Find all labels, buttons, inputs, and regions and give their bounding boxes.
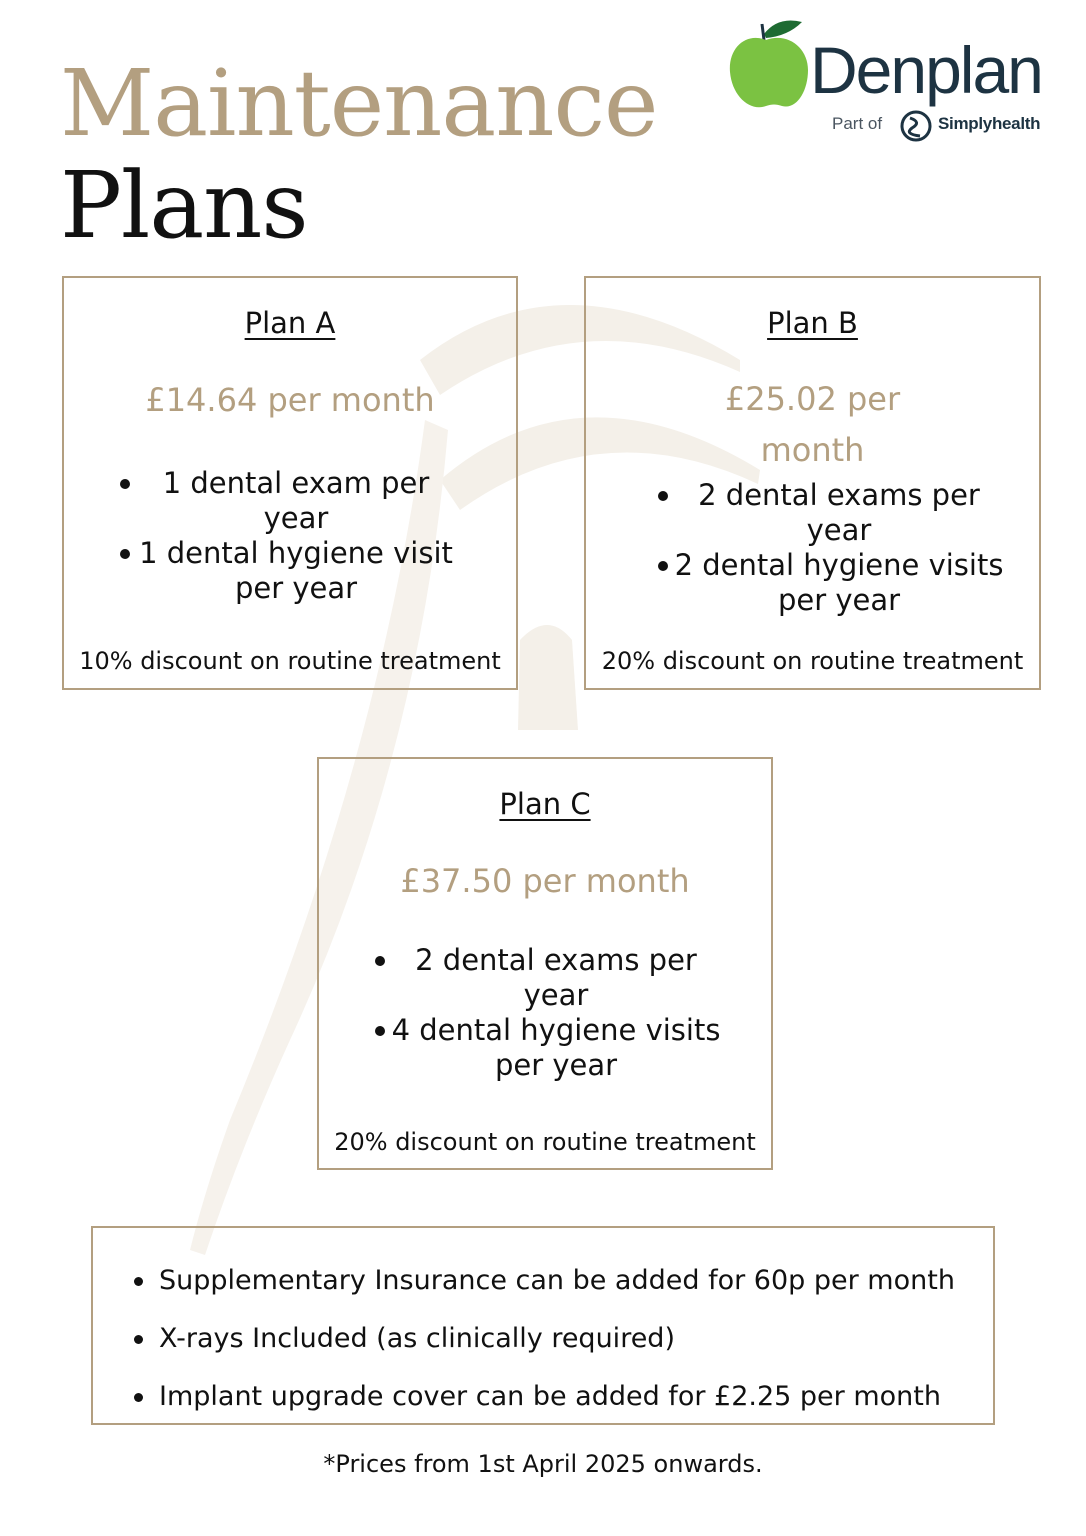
plan-a-discount: 10% discount on routine treatment xyxy=(79,647,501,675)
extras-item-xrays: X-rays Included (as clinically required) xyxy=(159,1310,955,1368)
plan-a-feature-1: 1 dental exam per year xyxy=(126,466,466,536)
extras-item-insurance: Supplementary Insurance can be added for 60p per month xyxy=(159,1252,955,1310)
denplan-logo xyxy=(726,14,1066,154)
plan-c-features xyxy=(381,943,731,1083)
prices-footnote: *Prices from 1st April 2025 onwards. xyxy=(323,1450,763,1478)
page-title-line2: Plans xyxy=(60,152,308,259)
logo-wordmark: Denplan xyxy=(810,33,1042,107)
plan-b-features xyxy=(664,478,1014,618)
extras-item-implant: Implant upgrade cover can be added for £2.25 per month xyxy=(159,1368,955,1426)
plan-a-card xyxy=(62,276,518,690)
plan-c-feature-1: 2 dental exams per year xyxy=(381,943,731,1013)
plan-a-price: £14.64 per month xyxy=(145,381,435,419)
extras-box xyxy=(91,1226,995,1425)
plan-c-card xyxy=(317,757,773,1170)
plan-b-discount: 20% discount on routine treatment xyxy=(601,647,1024,675)
plan-b-feature-1: 2 dental exams per year xyxy=(664,478,1014,548)
plan-c-discount: 20% discount on routine treatment xyxy=(334,1128,756,1156)
plan-b-feature-2: 2 dental hygiene visits per year xyxy=(664,548,1014,618)
plan-b-price: £25.02 per month xyxy=(724,380,901,469)
extras-list xyxy=(159,1252,955,1426)
simplyhealth-swirl-icon xyxy=(898,110,934,142)
plan-a-feature-2: 1 dental hygiene visit per year xyxy=(126,536,466,606)
logo-parent-brand: Simplyhealth xyxy=(938,114,1041,133)
logo-part-of: Part of xyxy=(832,114,883,133)
plan-b-card xyxy=(584,276,1041,690)
plan-c-name: Plan C xyxy=(499,787,591,821)
plan-a-name: Plan A xyxy=(244,306,336,340)
page-title-line1: Maintenance xyxy=(60,50,658,157)
plan-a-features xyxy=(126,466,466,606)
plan-b-name: Plan B xyxy=(767,306,858,340)
plan-c-feature-2: 4 dental hygiene visits per year xyxy=(381,1013,731,1083)
apple-icon xyxy=(726,14,816,114)
plan-c-price: £37.50 per month xyxy=(400,862,690,900)
